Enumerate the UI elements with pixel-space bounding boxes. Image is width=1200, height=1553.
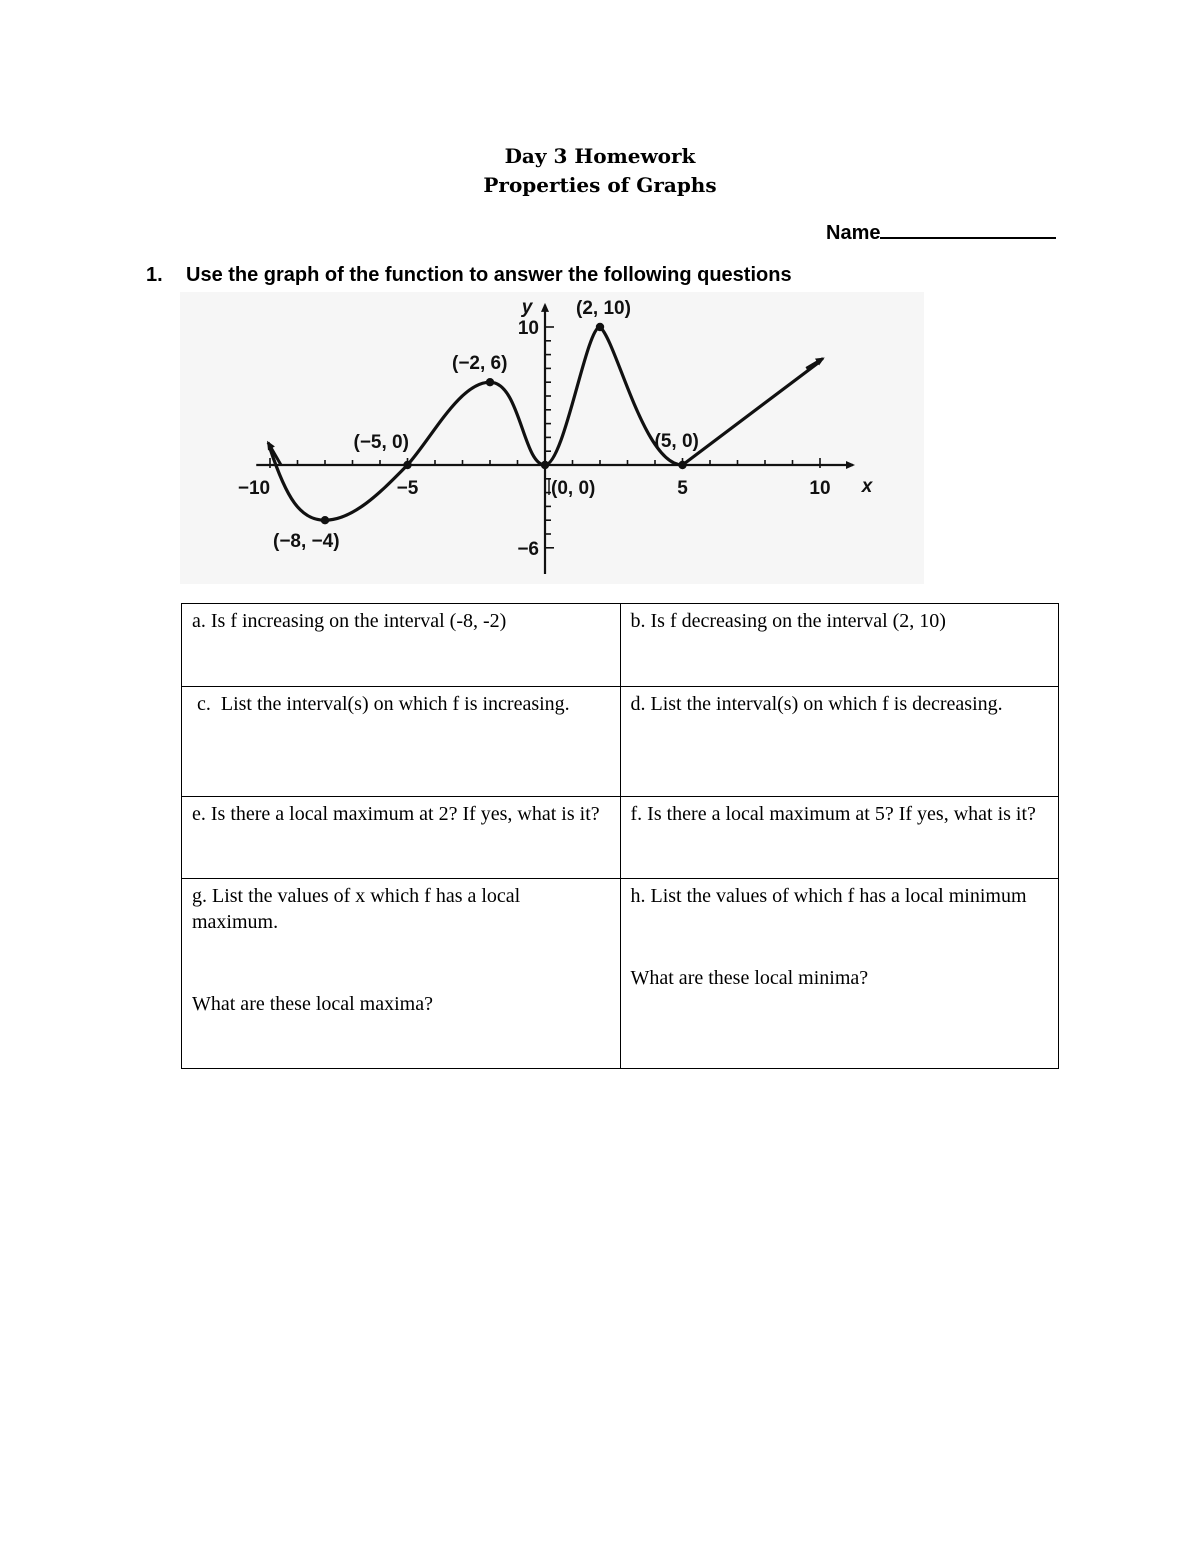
table-row bbox=[182, 604, 1059, 687]
question-cell-f[interactable] bbox=[620, 797, 1059, 879]
table-row bbox=[182, 879, 1059, 1069]
question-b-text: b. Is f decreasing on the interval (2, 10) bbox=[630, 610, 946, 632]
question-e-text: e. Is there a local maximum at 2? If yes, what is it? bbox=[192, 803, 600, 825]
table-row bbox=[182, 687, 1059, 797]
question-cell-d[interactable] bbox=[620, 687, 1059, 797]
point-label: (−8, −4) bbox=[273, 531, 340, 553]
data-point bbox=[486, 378, 494, 386]
questions-table bbox=[181, 603, 1059, 1069]
name-blank-line[interactable] bbox=[880, 218, 1056, 239]
page-subtitle: Properties of Graphs bbox=[483, 173, 717, 197]
question-number: 1. bbox=[146, 264, 163, 286]
data-point bbox=[596, 323, 604, 331]
name-field bbox=[826, 218, 1056, 245]
data-point bbox=[541, 461, 549, 469]
data-point bbox=[403, 461, 411, 469]
question-c-text: c. List the interval(s) on which f is increasing. bbox=[192, 693, 570, 715]
point-label: (−5, 0) bbox=[353, 432, 409, 453]
data-point bbox=[321, 516, 329, 524]
question-g-text: g. List the values of x which f has a local maximum. bbox=[192, 885, 521, 933]
y-tick-label: 10 bbox=[517, 318, 539, 339]
question-d-text: d. List the interval(s) on which f is decreasing. bbox=[630, 693, 1003, 715]
name-label: Name bbox=[826, 222, 881, 244]
table-row bbox=[182, 797, 1059, 879]
question-1 bbox=[146, 264, 792, 287]
page-title: Day 3 Homework bbox=[504, 144, 696, 168]
question-f-text: f. Is there a local maximum at 5? If yes, what is it? bbox=[630, 803, 1036, 825]
point-label: (−2, 6) bbox=[452, 353, 508, 375]
x-tick-label: 5 bbox=[677, 478, 688, 499]
question-cell-c[interactable] bbox=[182, 687, 621, 797]
x-tick-label: 10 bbox=[809, 478, 831, 499]
question-cell-e[interactable] bbox=[182, 797, 621, 879]
question-a-text: a. Is f increasing on the interval (-8, -2) bbox=[192, 610, 507, 632]
question-text: Use the graph of the function to answer the following questions bbox=[186, 264, 792, 286]
y-axis-label: y bbox=[521, 296, 533, 318]
data-point bbox=[678, 461, 686, 469]
question-cell-h[interactable] bbox=[620, 879, 1059, 1069]
point-label: (5, 0) bbox=[654, 431, 699, 452]
question-cell-a[interactable] bbox=[182, 604, 621, 687]
function-graph bbox=[180, 292, 924, 584]
question-h-followup: What are these local minima? bbox=[630, 967, 869, 989]
x-tick-label: −5 bbox=[396, 478, 419, 499]
y-tick-label: −6 bbox=[517, 538, 539, 560]
point-label: (2, 10) bbox=[576, 298, 631, 319]
question-h-text: h. List the values of which f has a local minimum bbox=[630, 885, 1027, 907]
question-cell-b[interactable] bbox=[620, 604, 1059, 687]
x-tick-label: −10 bbox=[237, 478, 271, 499]
question-g-followup: What are these local maxima? bbox=[192, 993, 433, 1015]
question-cell-g[interactable] bbox=[182, 879, 621, 1069]
x-axis-label: x bbox=[861, 476, 873, 497]
point-label: (0, 0) bbox=[551, 478, 596, 499]
